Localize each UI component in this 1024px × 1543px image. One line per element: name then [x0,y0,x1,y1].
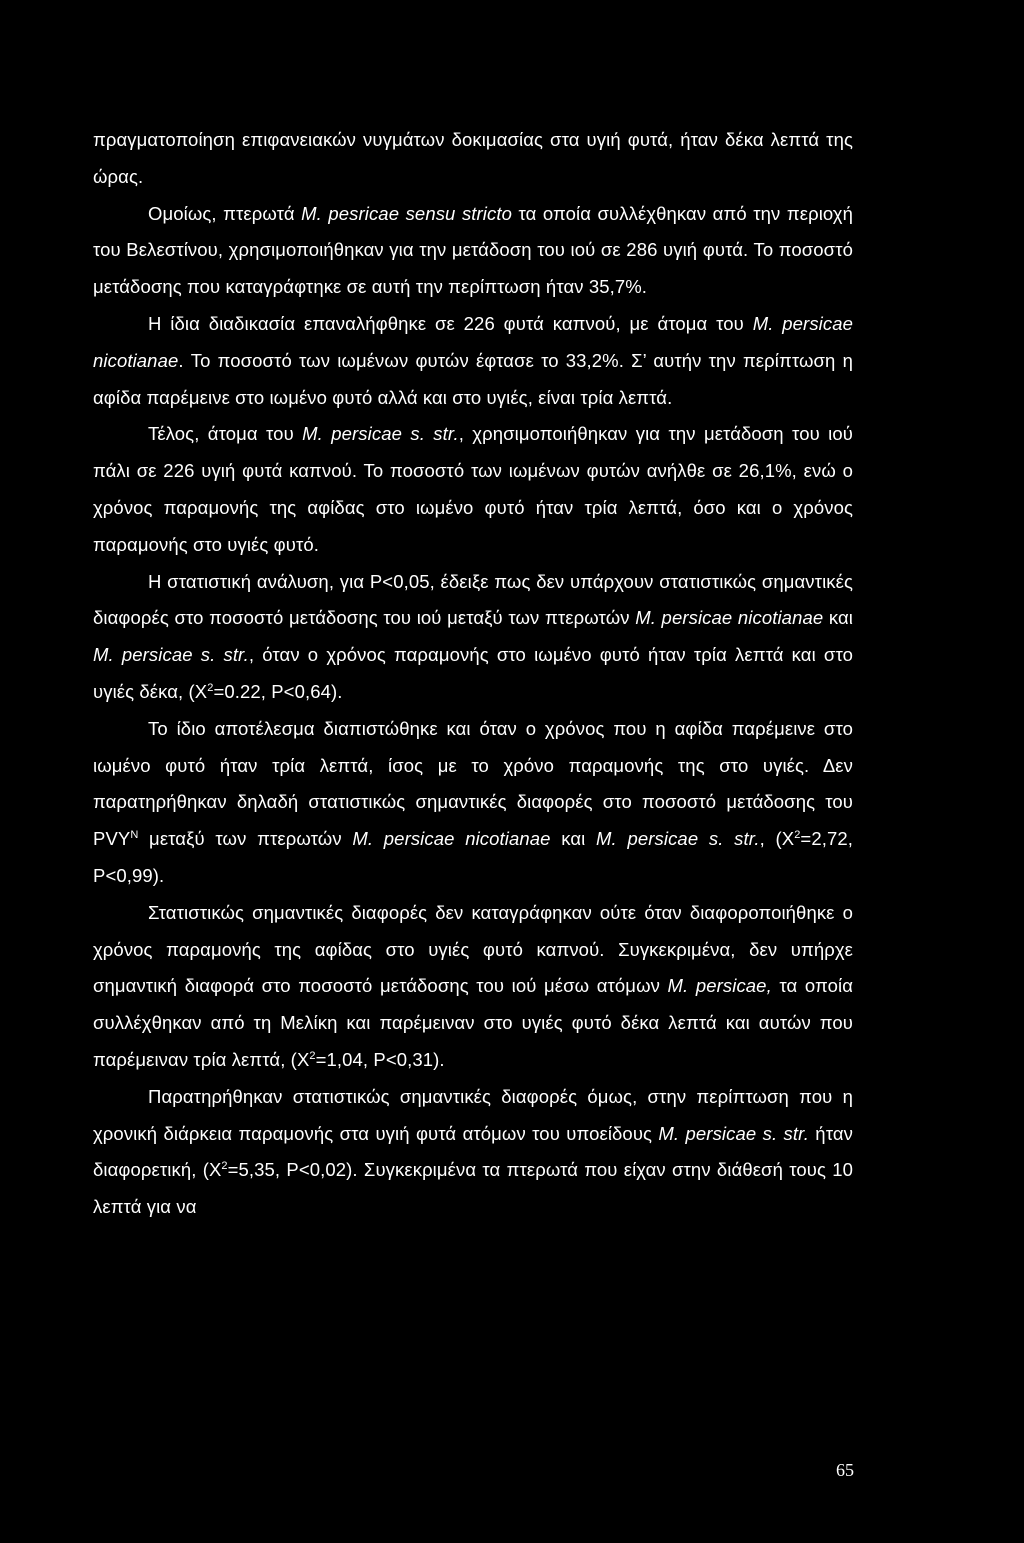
text-run: Η ίδια διαδικασία επαναλήφθηκε σε 226 φυτά καπνού, με άτομα του [148,312,753,334]
paragraph [93,895,853,1079]
italic-text: Μ. pesricae sensu stricto [301,202,512,224]
text-run: =2,72, P<0,99). [93,828,853,886]
text-run: και [823,607,853,629]
paragraph [93,306,853,416]
paragraph [93,196,853,306]
superscript: 2 [309,1049,316,1062]
superscript: 2 [794,828,801,841]
superscript: N [130,828,139,841]
page-number: 65 [836,1460,854,1480]
italic-text: Μ. persicae s. str. [658,1122,809,1144]
text-run: και [550,828,597,850]
text-run: Το ίδιο αποτέλεσμα διαπιστώθηκε και όταν ο χρόνος που η αφίδα παρέμεινε στο ιωμένο φυτό ήταν τρία λεπτά, ίσος με το χρόνο παραμονής της στο υγιές. Δεν παρατηρήθηκαν δηλαδή στατιστικώς σημαντικές διαφορές στο ποσοστό μετάδοσης του PVY [93,717,853,850]
text-run: =0.22, P<0,64). [213,680,343,702]
paragraph [93,122,853,196]
document-body [93,122,853,1226]
text-run: Παρατηρήθηκαν στατιστικώς σημαντικές διαφορές όμως, στην περίπτωση που η χρονική διάρκεια παραμονής στα υγιή φυτά ατόμων του υποείδους [93,1085,853,1144]
superscript: 2 [221,1160,228,1173]
paragraph [93,711,853,895]
paragraph [93,416,853,563]
text-run: Η στατιστική ανάλυση, για P<0,05, έδειξε πως δεν υπάρχουν στατιστικώς σημαντικές διαφορές στο ποσοστό μετάδοσης του ιού μεταξύ των πτερωτών [93,570,853,629]
text-run: . Το ποσοστό των ιωμένων φυτών έφτασε το 33,2%. Σ’ αυτήν την περίπτωση η αφίδα παρέμεινε στο ιωμένο φυτό αλλά και στο υγιές, είναι τρία λεπτά. [93,349,853,408]
text-run: τα οποία συλλέχθηκαν από τη Μελίκη και παρέμειναν στο υγιές φυτό δέκα λεπτά και αυτών που παρέμειναν τρία λεπτά, (Χ [93,975,853,1070]
text-run: =5,35, P<0,02). Συγκεκριμένα τα πτερωτά που είχαν στην διάθεσή τους 10 λεπτά για να [93,1159,853,1218]
text-run: Ομοίως, πτερωτά [148,202,302,224]
text-run: , (Χ [759,828,795,850]
superscript: 2 [207,681,214,694]
italic-text: Μ. persicae nicotianae [93,312,854,371]
italic-text: Μ. persicae nicotianae [352,828,551,850]
text-run: ήταν διαφορετική, (Χ [93,1122,853,1181]
text-run: Στατιστικώς σημαντικές διαφορές δεν καταγράφηκαν ούτε όταν διαφοροποιήθηκε ο χρόνος παραμονής της αφίδας στο υγιές φυτό καπνού. Συγκεκριμένα, δεν υπήρχε σημαντική διαφορά στο ποσοστό μετάδοσης του ιού μέσω ατόμων [93,901,853,997]
text-run: , όταν ο χρόνος παραμονής στο ιωμένο φυτό ήταν τρία λεπτά και στο υγιές δέκα, (Χ [93,644,853,702]
text-run: μεταξύ των πτερωτών [138,828,353,850]
italic-text: Μ. persicae s. str. [302,423,459,445]
text-run: , χρησιμοποιήθηκαν για την μετάδοση του ιού πάλι σε 226 υγιή φυτά καπνού. Το ποσοστό των ιωμένων φυτών ανήλθε σε 26,1%, ενώ ο χρόνος παραμονής της αφίδας στο ιωμένο φυτό ήταν τρία λεπτά, όσο και ο χρόνος παραμονής στο υγιές φυτό. [93,423,853,555]
text-run: =1,04, P<0,31). [315,1048,445,1070]
italic-text: Μ. persicae nicotianae [635,607,824,629]
text-run: Τέλος, άτομα του [148,423,303,445]
italic-text: Μ. persicae s. str. [596,828,760,850]
text-run: πραγματοποίηση επιφανειακών νυγμάτων δοκιμασίας στα υγιή φυτά, ήταν δέκα λεπτά της ώρας. [93,129,853,187]
paragraph [93,564,853,711]
text-run: τα οποία συλλέχθηκαν από την περιοχή του Βελεστίνου, χρησιμοποιήθηκαν για την μετάδοση του ιού σε 286 υγιή φυτά. Το ποσοστό μετάδοσης που καταγράφτηκε σε αυτή την περίπτωση ήταν 35,7%. [93,202,853,298]
italic-text: Μ. persicae s. str. [93,644,249,666]
paragraph [93,1079,853,1226]
italic-text: Μ. persicae, [667,975,772,997]
